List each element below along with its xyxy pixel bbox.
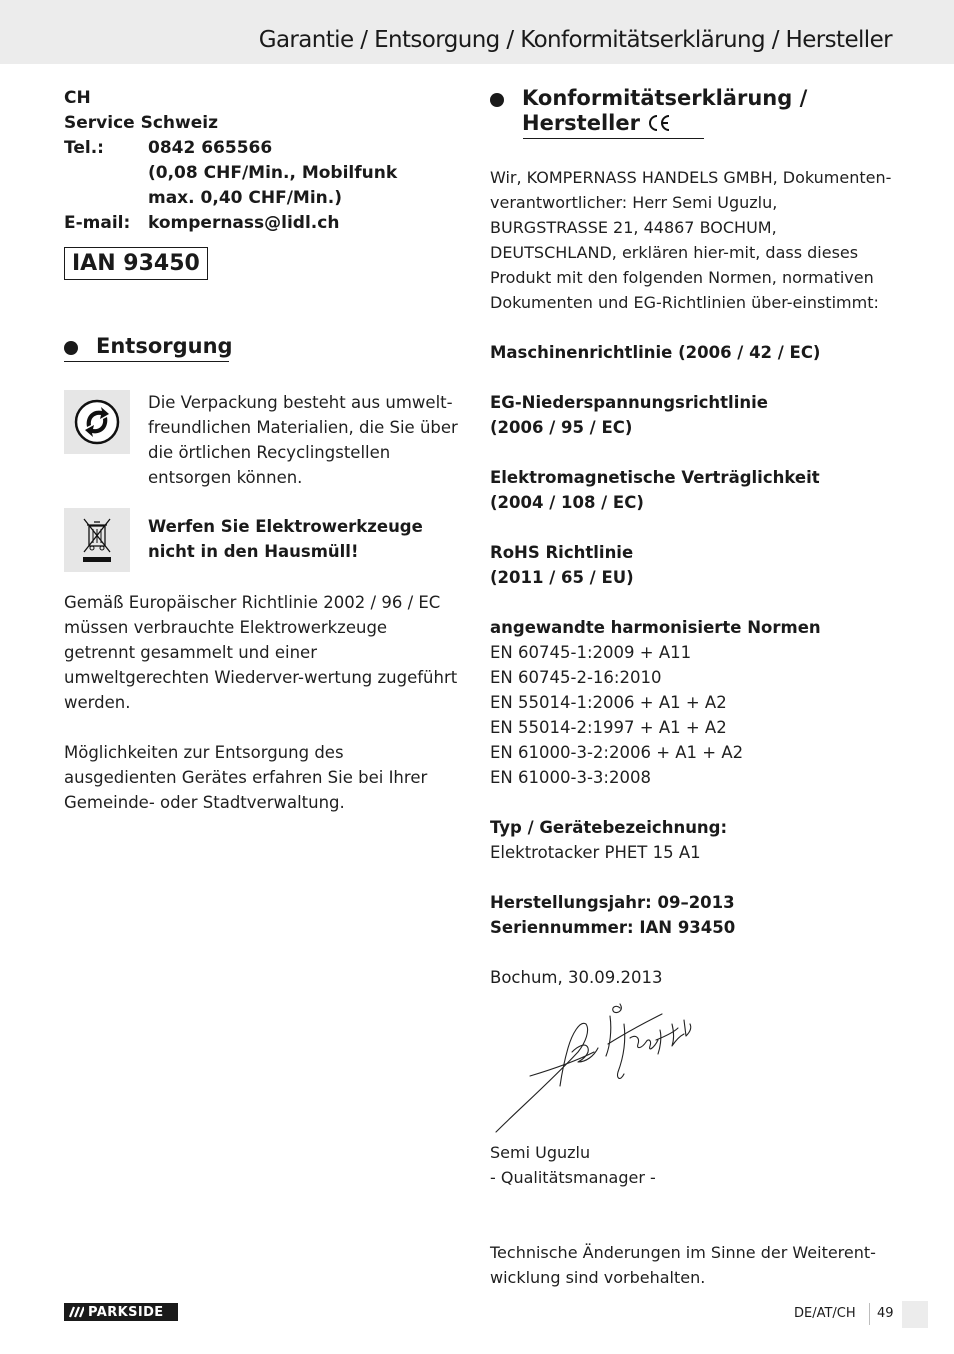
type-value: Elektrotacker PHET 15 A1 — [490, 843, 701, 862]
footer-divider — [869, 1303, 870, 1325]
ce-mark-icon — [646, 114, 672, 132]
entsorgung-section — [64, 334, 459, 815]
directive-low-voltage — [490, 390, 900, 440]
norms-list — [490, 615, 900, 790]
norm-item: EN 55014-2:1997 + A1 + A2 — [490, 718, 727, 737]
logo-brand-name: PARKSIDE — [88, 1304, 164, 1320]
contact-email-row — [64, 211, 459, 236]
directive-emc-name: Elektromagnetische Verträglichkeit — [490, 468, 820, 487]
packaging-text: Die Verpackung besteht aus umwelt-freundlichen Materialien, die Sie über die örtlichen Recyclingstellen entsorgen können. — [148, 393, 458, 487]
parkside-logo — [64, 1303, 178, 1321]
norm-item: EN 61000-3-2:2006 + A1 + A2 — [490, 743, 744, 762]
serial-number: Seriennummer: IAN 93450 — [490, 918, 736, 937]
page-number: 49 — [877, 1306, 894, 1321]
right-column — [490, 86, 900, 1290]
directive-rohs — [490, 540, 900, 590]
signer-name: Semi Uguzlu — [490, 1143, 591, 1162]
konformitaet-heading — [490, 86, 900, 136]
bullet-icon — [64, 341, 78, 355]
logo-stripes-icon — [64, 1303, 86, 1321]
norm-item: EN 61000-3-3:2008 — [490, 768, 651, 787]
directive-emc-number: (2004 / 108 / EC) — [490, 493, 644, 512]
declaration-intro: Wir, KOMPERNASS HANDELS GMBH, Dokumenten-verantwortlicher: Herr Semi Uguzlu, BURGSTRASSE 21, 44867 BOCHUM, DEUTSCHLAND, erklären hier-mit, dass dieses Produkt mit den folgenden Normen, normativen Dokumenten und EG-Richtlinien über-einstimmt: — [490, 168, 892, 312]
packaging-row — [64, 390, 459, 490]
production-info — [490, 890, 900, 940]
bullet-icon — [490, 93, 504, 107]
type-designation — [490, 815, 900, 865]
technical-note: Technische Änderungen im Sinne der Weiterent-wicklung sind vorbehalten. — [490, 1243, 876, 1287]
signer-role: - Qualitätsmanager - — [490, 1168, 656, 1187]
konformitaet-title-line2: Hersteller — [522, 111, 640, 135]
tel-rate-2: max. 0,40 CHF/Min.) — [148, 188, 342, 208]
directive-low-voltage-name: EG-Niederspannungsrichtlinie — [490, 393, 768, 412]
contact-service: Service Schweiz — [64, 113, 218, 133]
directive-machinery: Maschinenrichtlinie (2006 / 42 / EC) — [490, 343, 821, 362]
contact-country: CH — [64, 88, 91, 108]
konformitaet-title — [522, 86, 807, 136]
directive-emc — [490, 465, 900, 515]
recycling-icon — [64, 390, 130, 454]
production-year: Herstellungsjahr: 09–2013 — [490, 893, 735, 912]
disposal-info-paragraph: Möglichkeiten zur Entsorgung des ausgedienten Gerätes erfahren Sie bei Ihrer Gemeinde- oder Stadtverwaltung. — [64, 743, 428, 812]
type-label: Typ / Gerätebezeichnung: — [490, 818, 728, 837]
entsorgung-heading — [64, 334, 459, 359]
entsorgung-title: Entsorgung — [96, 334, 233, 358]
ian-box: IAN 93450 — [64, 247, 208, 280]
left-column — [64, 86, 459, 815]
place-date: Bochum, 30.09.2013 — [490, 968, 663, 987]
entsorgung-underline — [64, 361, 229, 362]
directive-rohs-name: RoHS Richtlinie — [490, 543, 634, 562]
norm-item: EN 60745-1:2009 + A11 — [490, 643, 692, 662]
tel-number: 0842 665566 — [148, 138, 273, 158]
crossed-bin-icon — [64, 508, 130, 572]
footer-tab — [902, 1301, 928, 1328]
konformitaet-underline — [523, 138, 704, 139]
tel-rate-1: (0,08 CHF/Min., Mobilfunk — [148, 163, 398, 183]
page-title: Garantie / Entsorgung / Konformitätserklärung / Hersteller — [258, 27, 892, 53]
directive-rohs-number: (2011 / 65 / EU) — [490, 568, 634, 587]
weee-warning: Werfen Sie Elektrowerkzeuge nicht in den Hausmüll! — [148, 517, 423, 561]
email-label: E-mail: — [64, 213, 131, 233]
footer-language: DE/AT/CH — [794, 1306, 856, 1321]
norm-item: EN 60745-2-16:2010 — [490, 668, 662, 687]
contact-block — [64, 86, 459, 236]
konformitaet-title-line1: Konformitätserklärung / — [522, 86, 808, 110]
directive-low-voltage-number: (2006 / 95 / EC) — [490, 418, 633, 437]
signature-image — [490, 990, 710, 1140]
tel-label: Tel.: — [64, 138, 104, 158]
weee-row — [64, 508, 459, 572]
norm-item: EN 55014-1:2006 + A1 + A2 — [490, 693, 727, 712]
norms-title: angewandte harmonisierte Normen — [490, 618, 821, 637]
contact-tel-row — [64, 136, 459, 211]
email-link[interactable]: kompernass@lidl.ch — [148, 213, 340, 233]
directive-paragraph: Gemäß Europäischer Richtlinie 2002 / 96 / EC müssen verbrauchte Elektrowerkzeuge getrennt gesammelt und einer umweltgerechten Wiederver-wertung zugeführt werden. — [64, 593, 458, 712]
